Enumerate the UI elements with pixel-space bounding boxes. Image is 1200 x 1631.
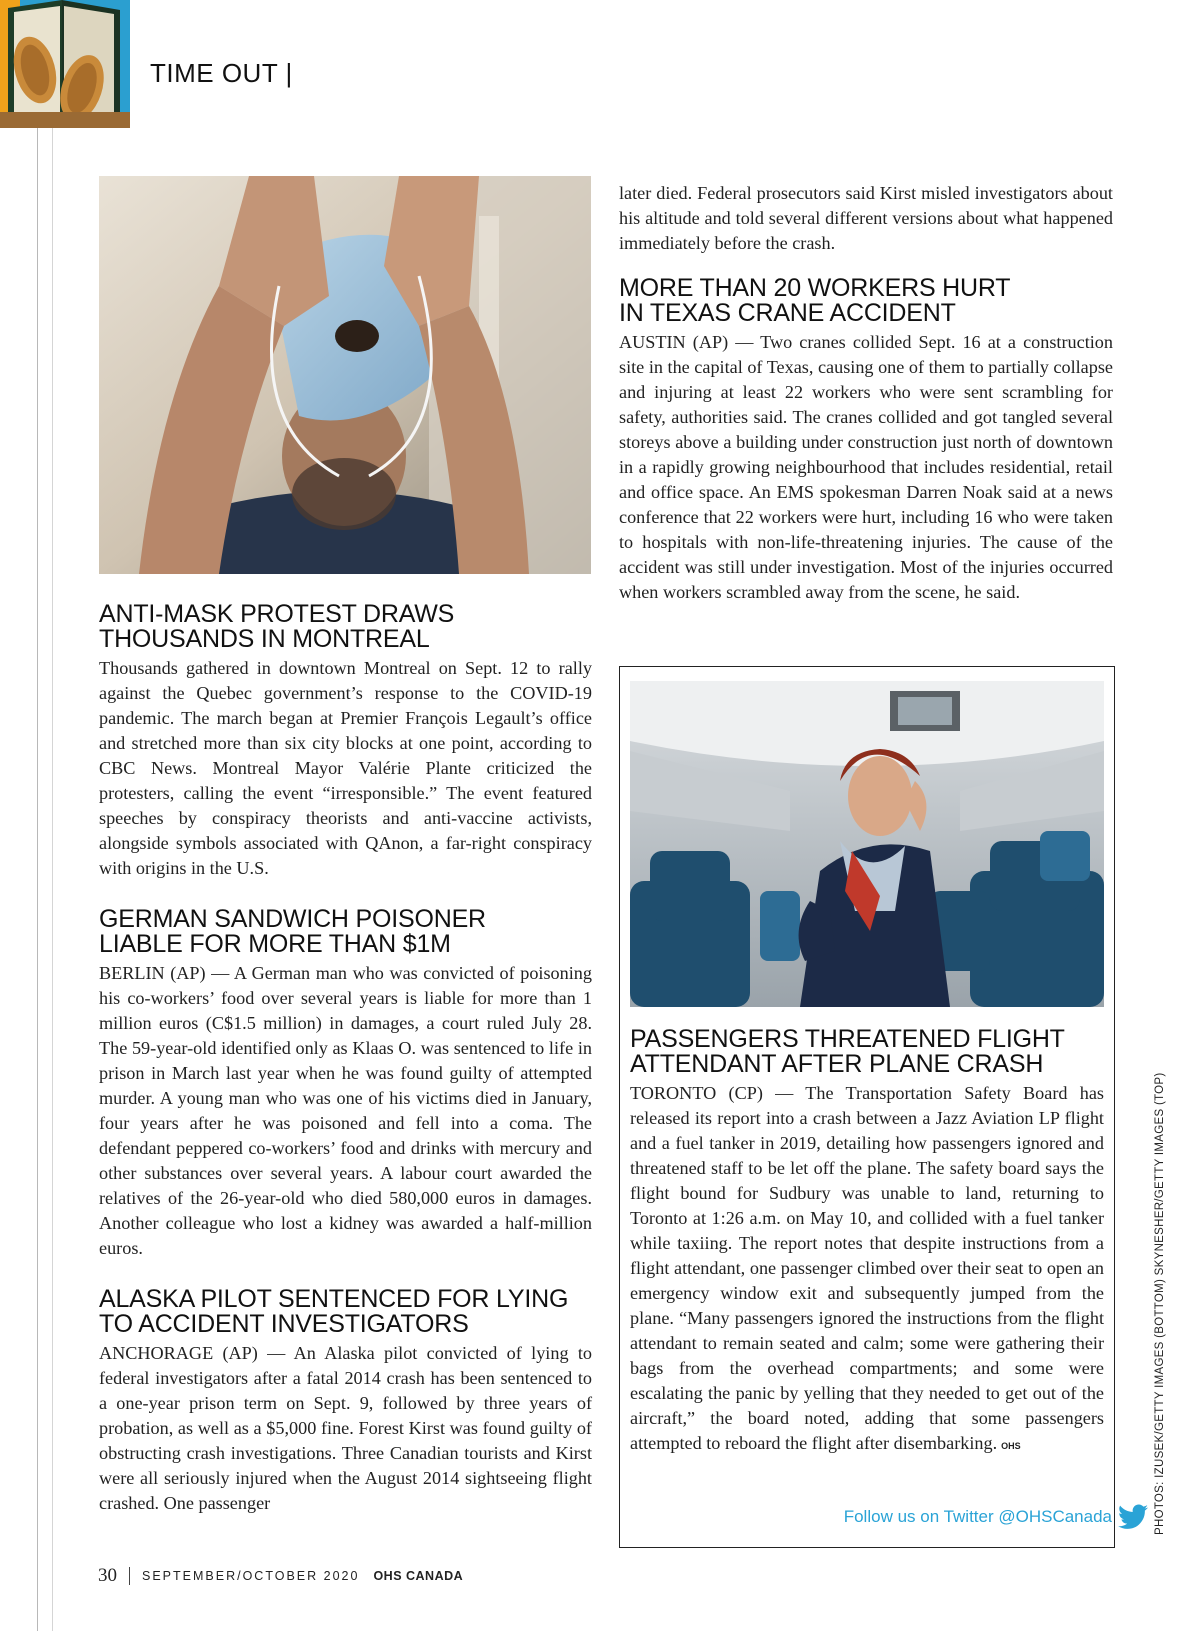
boxed-article-frame [619, 666, 1115, 1548]
body-continuation: later died. Federal prosecutors said Kirst misled investigators about his altitude and told several different versions about what happened immediately before the crash. [619, 183, 1113, 253]
footer-divider [129, 1567, 130, 1585]
corner-illustration [0, 0, 130, 128]
twitter-follow-text: Follow us on Twitter @OHSCanada [843, 1507, 1112, 1526]
headline-line: THOUSANDS IN MONTREAL [99, 625, 430, 653]
headline-sandwich-poisoner [99, 907, 592, 957]
article-sandwich-poisoner [99, 907, 592, 1261]
body-anti-mask: Thousands gathered in downtown Montreal on Sept. 12 to rally against the Quebec government’s response to the COVID-19 pandemic. The march began at Premier François Legault’s office and stretched more than six city blocks at one point, according to CBC News. Montreal Mayor Valérie Plante criticized the protesters, calling the event “irresponsible.” The event featured speeches by conspiracy theorists and anti-vaccine activists, alongside symbols associated with QAnon, a far-right conspiracy with origins in the U.S. [99, 658, 592, 878]
article-crane-accident [619, 276, 1113, 605]
end-mark: OHS [1001, 1441, 1021, 1451]
article-anti-mask [99, 602, 592, 881]
margin-rule-inner [52, 128, 53, 1631]
body-alaska-pilot: ANCHORAGE (AP) — An Alaska pilot convicted of lying to federal investigators after a fatal 2014 crash has been sentenced to a one-year prison term on Sept. 9, followed by three years of probation, as well as a $5,000 fine. Forest Kirst was found guilty of obstructing crash investigations. Three Canadian tourists and Kirst were all seriously injured when the August 2014 sightseeing flight crashed. One passenger [99, 1343, 592, 1513]
headline-line: GERMAN SANDWICH POISONER [99, 905, 486, 933]
right-column [619, 181, 1113, 627]
left-column [99, 602, 592, 1538]
headline-line: MORE THAN 20 WORKERS HURT [619, 274, 1011, 302]
headline-line: IN TEXAS CRANE ACCIDENT [619, 299, 956, 327]
article-alaska-pilot [99, 1287, 592, 1516]
headline-line: ANTI-MASK PROTEST DRAWS [99, 600, 455, 628]
page-footer [98, 1565, 463, 1587]
boxed-article [630, 1027, 1104, 1459]
page-number: 30 [98, 1565, 117, 1586]
margin-rule [37, 128, 38, 1631]
headline-alaska-pilot [99, 1287, 592, 1337]
headline-crane-accident [619, 276, 1113, 326]
photo-credit: PHOTOS: IZUSEK/GETTY IMAGES (BOTTOM) SKYNESHER/GETTY IMAGES (TOP) [1154, 1072, 1166, 1535]
body-sandwich-poisoner: BERLIN (AP) — A German man who was convicted of poisoning his co-workers’ food over several years is liable for more than 1 million euros (C$1.5 million) in damages, a court ruled July 28. The 59-year-old identified only as Klaas O. was sentenced to life in prison in March last year when he was found guilty of attempted murder. A young man who was one of his victims died in January, four years after he was poisoned and fell into a coma. The defendant peppered co-workers’ food and drinks with mercury and other substances over several years. A labour court awarded the relatives of the 26-year-old who died 580,000 euros in damages. Another colleague who lost a kidney was awarded a half-million euros. [99, 963, 592, 1258]
headline-line: TO ACCIDENT INVESTIGATORS [99, 1310, 469, 1338]
photo-torn-mask [99, 176, 591, 574]
photo-flight-attendant [630, 681, 1104, 1007]
headline-anti-mask [99, 602, 592, 652]
body-crane-accident: AUSTIN (AP) — Two cranes collided Sept. 16 at a construction site in the capital of Texas, causing one of them to partially collapse and injuring at least 22 workers who were sent scrambling for safety, authorities said. The cranes collided and got tangled several storeys above a building under construction just north of downtown in a rapidly growing neighbourhood that includes residential, retail and office space. An EMS spokesman Darren Noak said at a news conference that 22 workers were hurt, including 16 who were taken to hospitals with non-life-threatening injuries. The cause of the accident was still under investigation. Most of the injuries occurred when workers scrambled away from the scene, he said. [619, 332, 1113, 602]
body-text: TORONTO (CP) — The Transportation Safety Board has released its report into a crash between a Jazz Aviation LP flight and a fuel tanker in 2019, detailing how passengers ignored and threatened staff to be let off the plane. The safety board says the flight bound for Sudbury was unable to land, returning to Toronto at 1:26 a.m. on May 10, and collided with a fuel tanker while taxiing. The report notes that despite instructions from a flight attendant, one passenger climbed over their seat to open an emergency window exit and subsequently jumped from the plane. “Many passengers ignored the instructions from the flight attendant to remain seated and calm; some were gathering their bags from the overhead compartments; and some were escalating the panic by yelling that they needed to get out of the aircraft,” the board noted, adding that some passengers attempted to reboard the flight after disembarking. [630, 1083, 1104, 1453]
body-passengers-threatened [630, 1081, 1104, 1459]
headline-line: ALASKA PILOT SENTENCED FOR LYING [99, 1285, 569, 1313]
headline-line: LIABLE FOR MORE THAN $1M [99, 930, 451, 958]
twitter-bird-icon [1118, 1504, 1148, 1530]
magazine-name: OHS CANADA [373, 1569, 464, 1583]
section-label: TIME OUT | [150, 58, 293, 88]
headline-line: ATTENDANT AFTER PLANE CRASH [630, 1050, 1044, 1078]
twitter-follow-link[interactable] [844, 1504, 1148, 1530]
headline-passengers-threatened [630, 1027, 1104, 1077]
issue-date: SEPTEMBER/OCTOBER 2020 [142, 1569, 360, 1583]
headline-line: PASSENGERS THREATENED FLIGHT [630, 1025, 1065, 1053]
